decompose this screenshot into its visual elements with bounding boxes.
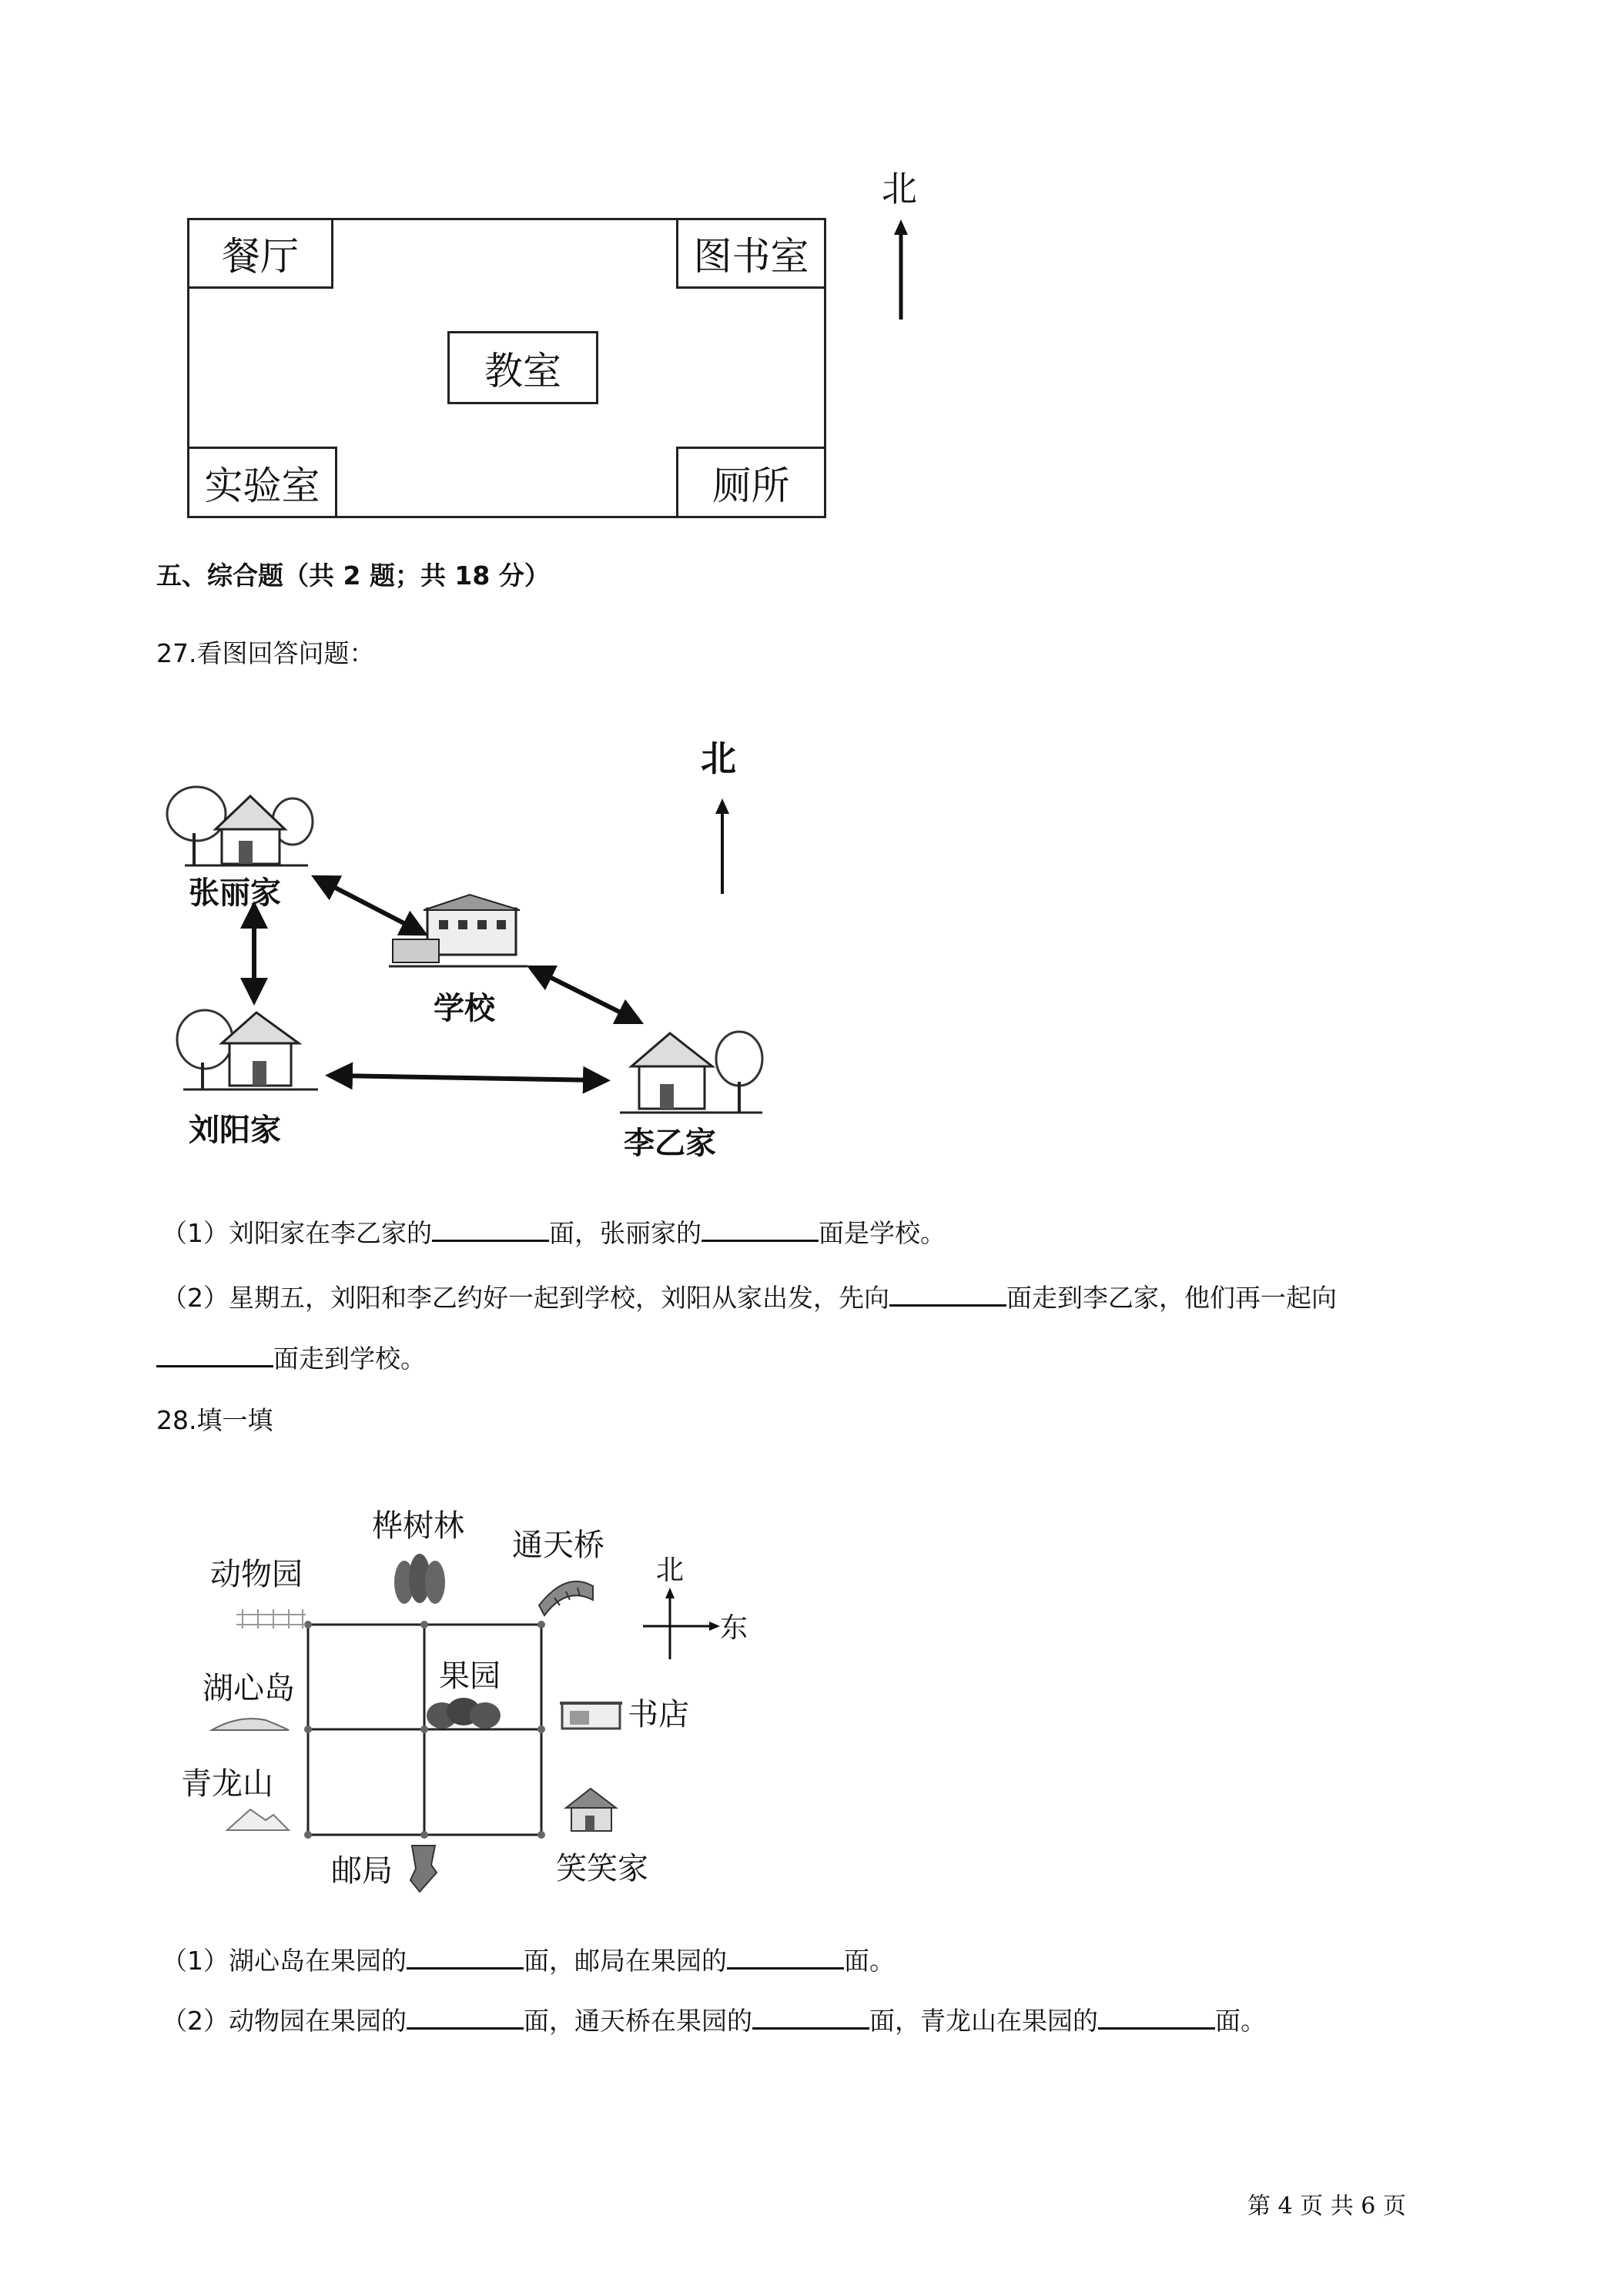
- label-post-office: 邮局: [331, 1853, 393, 1889]
- q28-q1-text-1: （1）湖心岛在果园的: [162, 1946, 407, 1976]
- q28-q2-text-2: 面，通天桥在果园的: [524, 2006, 752, 2036]
- label-orchard: 果园: [439, 1658, 501, 1694]
- zoo-fence-icon: [235, 1605, 308, 1632]
- label-tongtian-bridge: 通天桥: [512, 1528, 604, 1563]
- label-liyi-home: 李乙家: [624, 1126, 716, 1161]
- mountain-icon: [223, 1803, 293, 1834]
- q27-q2-text-2: 面走到李乙家，他们再一起向: [1006, 1283, 1337, 1313]
- answer-blank[interactable]: [156, 1344, 273, 1367]
- answer-blank[interactable]: [1098, 2006, 1215, 2030]
- label-birch-forest: 桦树林: [372, 1508, 464, 1544]
- room-library: 图书室: [676, 218, 826, 289]
- north-label-2: 北: [701, 738, 736, 779]
- q28-q1-text-2: 面，邮局在果园的: [524, 1946, 727, 1976]
- room-lab: 实验室: [187, 447, 337, 518]
- post-office-icon: [404, 1842, 443, 1896]
- orchard-icon: [425, 1696, 502, 1731]
- q28-q2-text-4: 面。: [1215, 2006, 1266, 2036]
- answer-blank[interactable]: [407, 2006, 524, 2030]
- house-icon: [562, 1785, 620, 1835]
- q27-q1-text-2: 面，张丽家的: [549, 1218, 702, 1248]
- q27-title: 27.看图回答问题：: [156, 638, 375, 668]
- room-canteen: 餐厅: [187, 218, 333, 289]
- label-qinglong-mountain: 青龙山: [181, 1766, 273, 1802]
- page-footer: 第 4 页 共 6 页: [1247, 2193, 1406, 2220]
- compass-icon: [639, 1586, 724, 1663]
- q28-q1-text-3: 面。: [844, 1946, 895, 1976]
- label-xiaoxiao-home: 笑笑家: [556, 1851, 648, 1886]
- label-bookstore: 书店: [628, 1697, 689, 1732]
- orchard-grid: [300, 1617, 554, 1848]
- compass-east-label: 东: [720, 1612, 748, 1644]
- bridge-icon: [535, 1571, 597, 1617]
- compass-north-label: 北: [656, 1555, 685, 1586]
- label-school: 学校: [434, 991, 495, 1026]
- answer-blank[interactable]: [752, 2006, 869, 2030]
- q27-q1-text-1: （1）刘阳家在李乙家的: [162, 1218, 432, 1248]
- answer-blank[interactable]: [432, 1218, 549, 1242]
- north-label-1: 北: [882, 168, 917, 209]
- answer-blank[interactable]: [889, 1283, 1006, 1307]
- q27-question-2: [162, 1283, 1337, 1313]
- q27-question-1: [162, 1218, 946, 1246]
- bookstore-icon: [558, 1694, 624, 1732]
- q27-q2-text-3: 面走到学校。: [273, 1344, 426, 1374]
- label-zhangli-home: 张丽家: [189, 875, 281, 911]
- section-heading: 五、综合题（共 2 题；共 18 分）: [156, 561, 550, 591]
- island-icon: [208, 1711, 293, 1738]
- q27-q2-text-1: （2）星期五，刘阳和李乙约好一起到学校，刘阳从家出发，先向: [162, 1283, 889, 1313]
- q28-question-1: [162, 1946, 895, 1976]
- q28-q2-text-1: （2）动物园在果园的: [162, 2006, 407, 2036]
- answer-blank[interactable]: [727, 1946, 844, 1970]
- q28-title: 28.填一填: [156, 1405, 273, 1435]
- q27-question-2-cont: [156, 1344, 426, 1374]
- room-classroom: 教室: [447, 331, 598, 404]
- answer-blank[interactable]: [407, 1946, 524, 1970]
- q28-question-2: [162, 2006, 1266, 2036]
- label-liuyang-home: 刘阳家: [189, 1113, 281, 1148]
- room-toilet: 厕所: [676, 447, 826, 518]
- answer-blank[interactable]: [702, 1218, 819, 1242]
- forest-icon: [389, 1551, 450, 1609]
- label-lake-island: 湖心岛: [203, 1671, 295, 1706]
- q27-q1-text-3: 面是学校。: [819, 1218, 946, 1248]
- label-zoo: 动物园: [210, 1557, 303, 1592]
- q28-q2-text-3: 面，青龙山在果园的: [869, 2006, 1098, 2036]
